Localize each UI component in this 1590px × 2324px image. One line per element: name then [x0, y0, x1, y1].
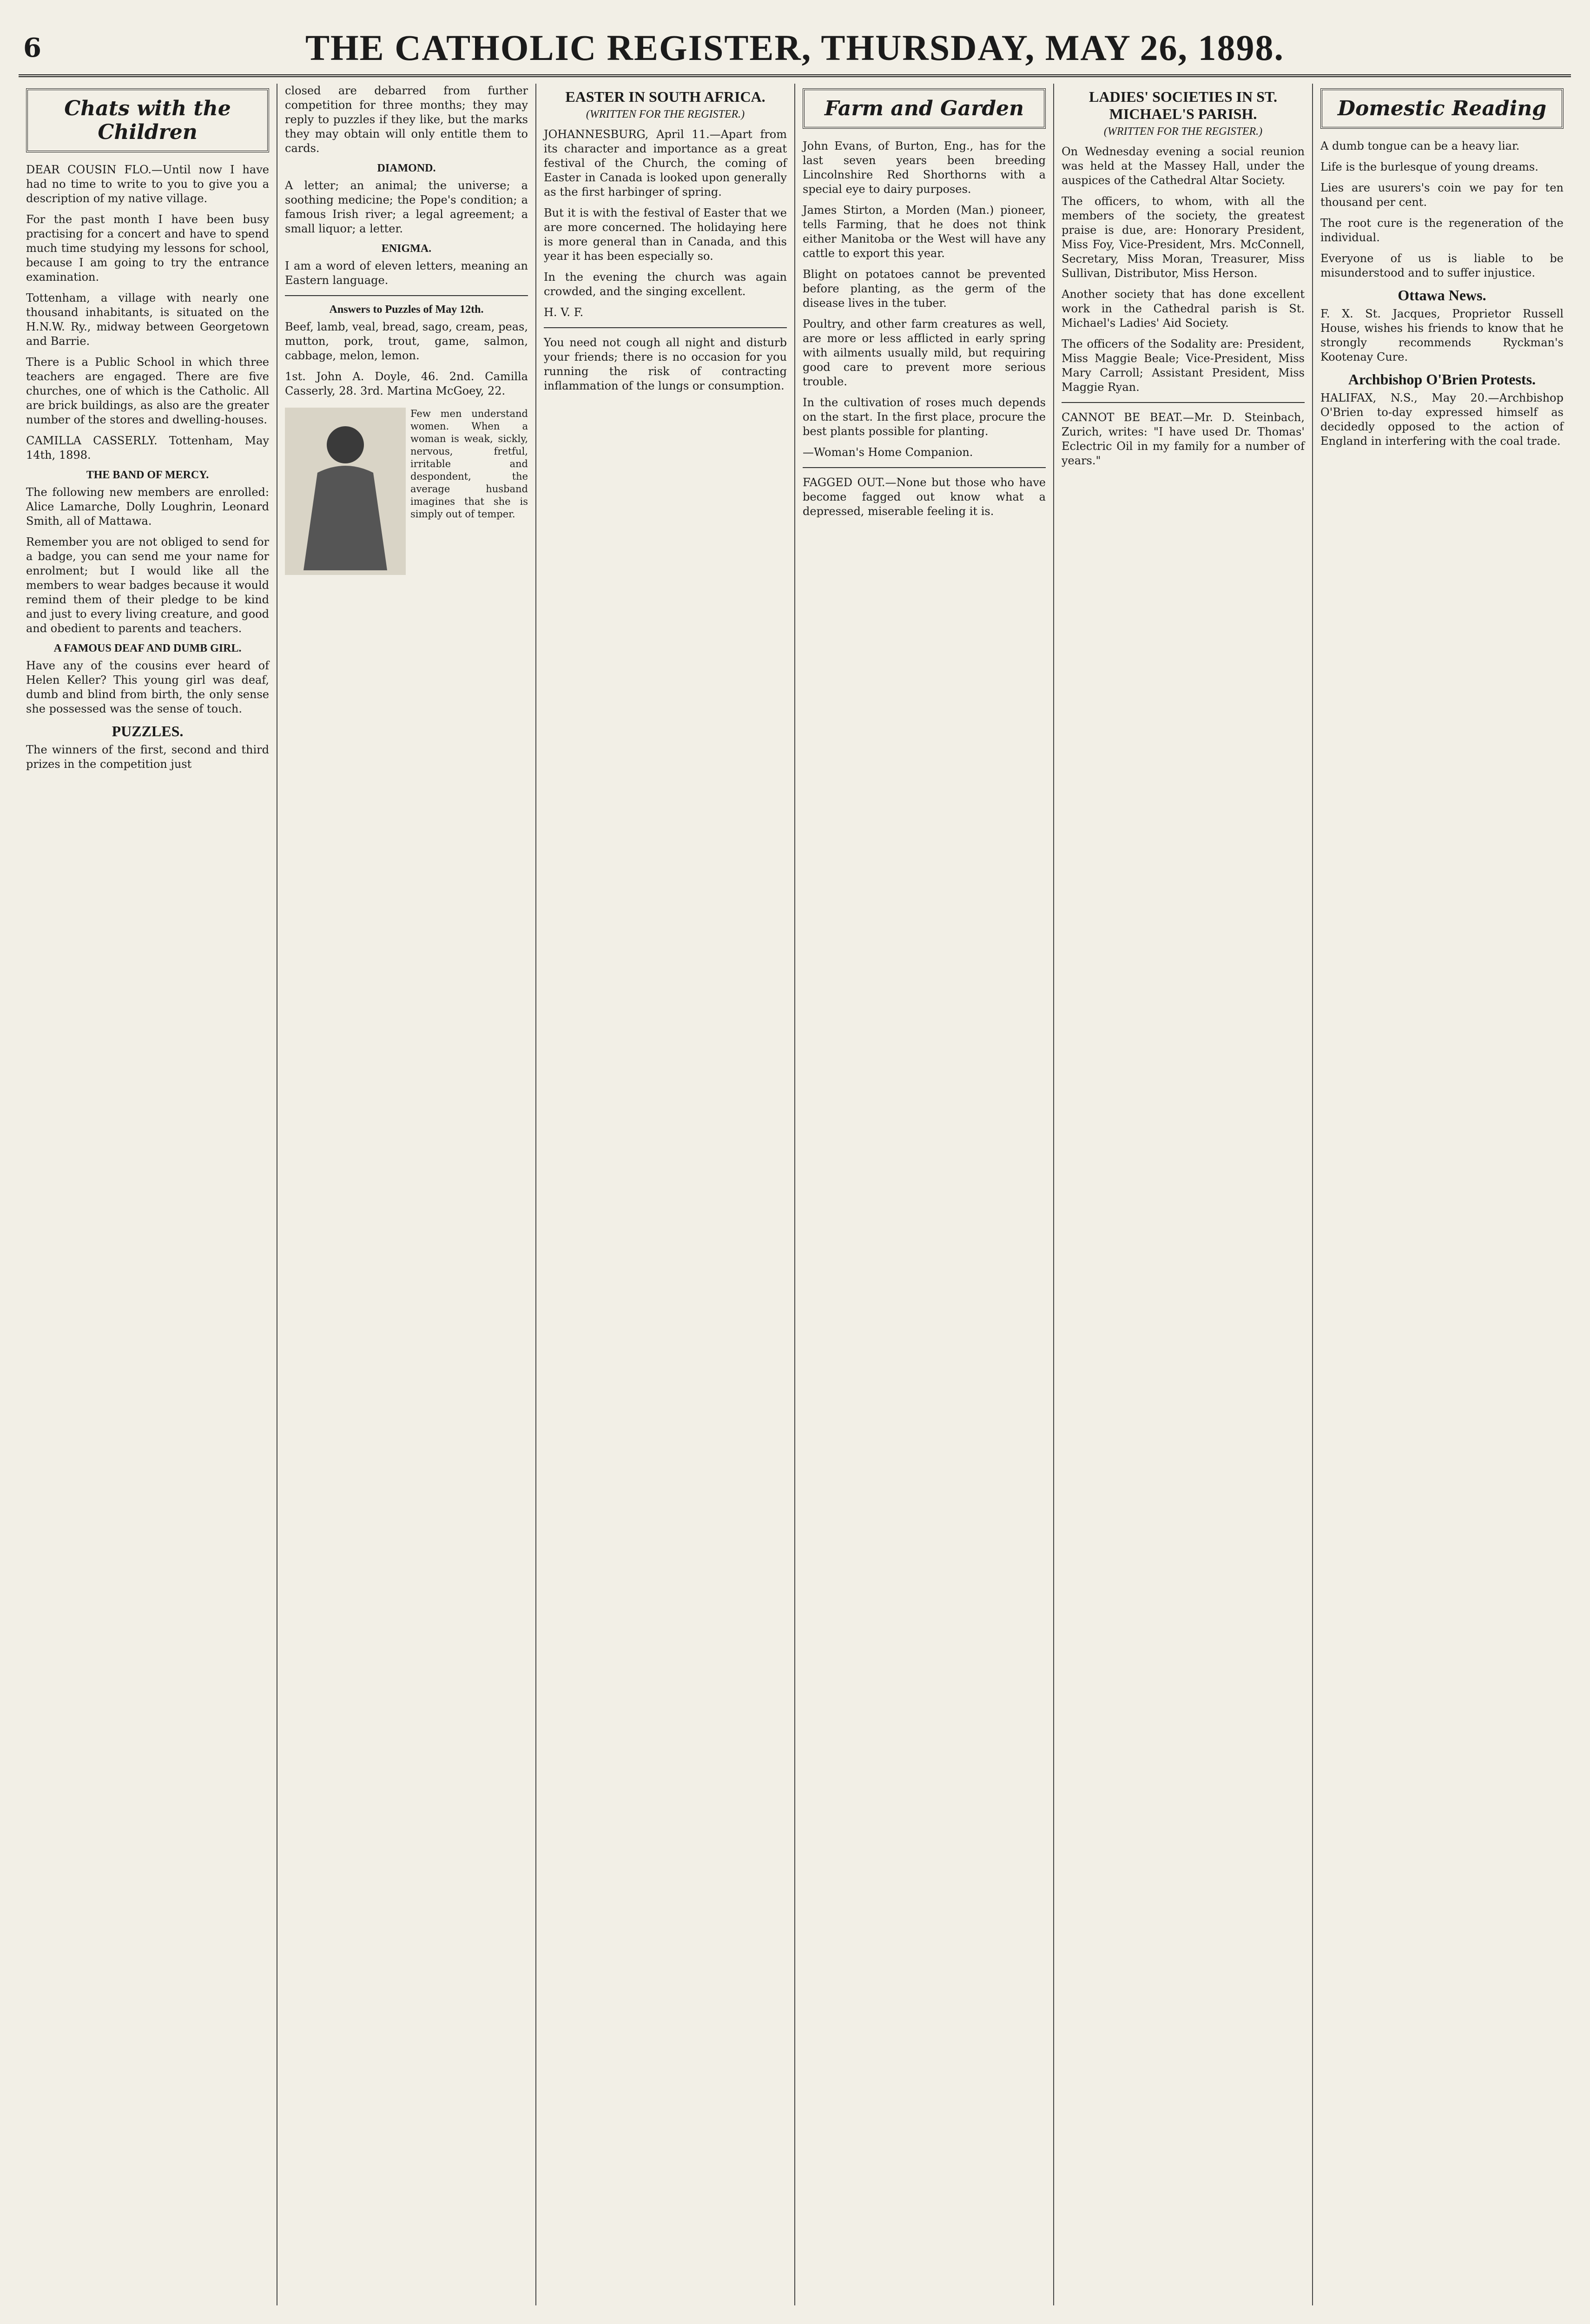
band-paragraph: Remember you are not obliged to send for a badge, you can send me your name for enrolment; but I would like all the members to wear badges because it would remind them of their pledge to be kind and just to every living creature, and good and obedient to parents and teachers. — [26, 535, 269, 635]
cough-ad-paragraph: You need not cough all night and disturb your friends; there is no occasion for you running the risk of contracting inflammation of the lungs or consumption. — [544, 336, 787, 392]
puzzles-paragraph: closed are debarred from further competition for three months; they may reply to puzzles if they like, but the marks they may obtain will only entitle them to cards. — [285, 84, 528, 155]
divider — [803, 467, 1046, 468]
letter-paragraph: There is a Public School in which three teachers are engaged. There are five churches, one of which is the Catholic. All are brick buildings, as also are the greater number of the stores and dwelling-houses. — [26, 356, 269, 426]
farm-paragraph: Poultry, and other farm creatures as well, are more or less afflicted in early spring with ailments usually mild, but requiring good care to prevent more serious trouble. — [803, 317, 1046, 388]
divider — [285, 295, 528, 296]
column-chats — [19, 84, 277, 2305]
ladies-paragraph: The officers of the Sodality are: President, Miss Maggie Beale; Vice-President, Miss Mary Carroll; Assistant President, Miss Maggie Ryan. — [1062, 337, 1305, 394]
band-of-mercy-head: THE BAND OF MERCY. — [86, 469, 209, 481]
domestic-paragraph: Everyone of us is liable to be misunderstood and to suffer injustice. — [1320, 252, 1564, 279]
easter-paragraph: But it is with the festival of Easter that we are more concerned. The holidaying here is more general than in Canada, and this year it has been especially so. — [544, 206, 787, 263]
farm-paragraph: Blight on potatoes cannot be prevented before planting, as the germ of the disease lives in the tuber. — [803, 268, 1046, 310]
easter-paragraph: JOHANNESBURG, April 11.—Apart from its character and importance as a great festival of the Church, the coming of Easter in Canada is looked upon generally as the first harbinger of spring. — [544, 128, 787, 198]
puzzles-paragraph: The winners of the first, second and third prizes in the competition just — [26, 743, 269, 771]
page-number: 6 — [23, 33, 41, 63]
domestic-paragraph: The root cure is the regeneration of the individual. — [1320, 217, 1564, 244]
letter-paragraph: For the past month I have been busy practising for a concert and have to spend much time studying my lessons for school, because I am going to try the entrance examination. — [26, 213, 269, 284]
domestic-paragraph: Lies are usurers's coin we pay for ten thousand per cent. — [1320, 181, 1564, 209]
deaf-girl-head: A FAMOUS DEAF AND DUMB GIRL. — [53, 642, 242, 654]
column-ladies-societies — [1054, 84, 1313, 2305]
winners-paragraph: 1st. John A. Doyle, 46. 2nd. Camilla Casserly, 28. 3rd. Martina McGoey, 22. — [285, 370, 528, 397]
newspaper-title: THE CATHOLIC REGISTER, THURSDAY, MAY 26, 1898. — [305, 27, 1285, 68]
letter-paragraph: DEAR COUSIN FLO.—Until now I have had no time to write to you to give you a description of my native village. — [26, 163, 269, 205]
cannot-be-beat-paragraph: CANNOT BE BEAT.—Mr. D. Steinbach, Zurich, writes: "I have used Dr. Thomas' Eclectric Oil in my family for a number of years." — [1062, 411, 1305, 467]
diamond-paragraph: A letter; an animal; the universe; a soothing medicine; the Pope's condition; a famous Irish river; a legal agreement; a small liquor; a letter. — [285, 179, 528, 235]
domestic-header: Domestic Reading — [1320, 88, 1564, 129]
ottawa-paragraph: F. X. St. Jacques, Proprietor Russell House, wishes his friends to know that he strongly recommends Ryckman's Kootenay Cure. — [1320, 307, 1564, 363]
advertisement — [285, 408, 528, 575]
enigma-head: ENIGMA. — [381, 243, 432, 255]
letter-signature: CAMILLA CASSERLY. Tottenham, May 14th, 1898. — [26, 434, 269, 462]
easter-subhead: (WRITTEN FOR THE REGISTER.) — [586, 108, 745, 120]
advertisement-text: Few men understand women. When a woman is weak, sickly, nervous, fretful, irritable and despondent, the average husband imagines that she is simply out of temper. — [410, 408, 528, 520]
chats-header: Chats with the Children — [26, 88, 269, 152]
letter-paragraph: Tottenham, a village with nearly one thousand inhabitants, is situated on the H.N.W. Ry., midway between Georgetown and Barrie. — [26, 291, 269, 348]
ladies-subhead: (WRITTEN FOR THE REGISTER.) — [1103, 125, 1263, 138]
puzzles-head: PUZZLES. — [112, 723, 184, 739]
ladies-paragraph: On Wednesday evening a social reunion was held at the Massey Hall, under the auspices of the Cathedral Altar Society. — [1062, 145, 1305, 187]
diamond-head: DIAMOND. — [377, 162, 436, 174]
fagged-out-paragraph: FAGGED OUT.—None but those who have become fagged out know what a depressed, miserable feeling it is. — [803, 476, 1046, 518]
divider — [544, 327, 787, 328]
band-paragraph: The following new members are enrolled: Alice Lamarche, Dolly Loughrin, Leonard Smith, all of Mattawa. — [26, 486, 269, 528]
divider — [1062, 402, 1305, 403]
masthead — [19, 19, 1571, 77]
column-farm — [795, 84, 1054, 2305]
column-domestic — [1313, 84, 1571, 2305]
answers-paragraph: Beef, lamb, veal, bread, sago, cream, peas, mutton, pork, trout, game, salmon, cabbage, melon, lemon. — [285, 320, 528, 362]
columns — [19, 84, 1571, 2305]
domestic-paragraph: Life is the burlesque of young dreams. — [1320, 160, 1538, 173]
farm-signature: —Woman's Home Companion. — [803, 446, 973, 459]
ottawa-news-head: Ottawa News. — [1398, 287, 1486, 304]
woman-illustration — [285, 408, 406, 575]
domestic-paragraph: A dumb tongue can be a heavy liar. — [1320, 139, 1520, 152]
archbishop-head: Archbishop O'Brien Protests. — [1348, 371, 1536, 388]
archbishop-paragraph: HALIFAX, N.S., May 20.—Archbishop O'Brien to-day expressed himself as decidedly opposed to the action of England in interfering with the coal trade. — [1320, 391, 1564, 448]
farm-paragraph: In the cultivation of roses much depends on the start. In the first place, procure the best plants possible for planting. — [803, 396, 1046, 438]
farm-paragraph: James Stirton, a Morden (Man.) pioneer, tells Farming, that he does not think either Manitoba or the West will have any cattle to export this year. — [803, 204, 1046, 260]
easter-paragraph: In the evening the church was again crowded, and the singing excellent. — [544, 271, 787, 298]
ladies-paragraph: Another society that has done excellent work in the Cathedral parish is St. Michael's Ladies' Aid Society. — [1062, 288, 1305, 330]
easter-head: EASTER IN SOUTH AFRICA. — [565, 88, 765, 105]
farm-paragraph: John Evans, of Burton, Eng., has for the last seven years been breeding Lincolnshire Red Shorthorns with a special eye to dairy purposes. — [803, 139, 1046, 196]
enigma-paragraph: I am a word of eleven letters, meaning an Eastern language. — [285, 259, 528, 287]
column-easter — [536, 84, 795, 2305]
answers-head: Answers to Puzzles of May 12th. — [329, 304, 484, 316]
deaf-girl-paragraph: Have any of the cousins ever heard of Helen Keller? This young girl was deaf, dumb and blind from birth, the only sense she possessed was the sense of touch. — [26, 659, 269, 715]
ladies-paragraph: The officers, to whom, with all the members of the society, the greatest praise is due, are: Honorary President, Miss Foy, Vice-President, Mrs. McConnell, Secretary, Miss Moran, Treasurer, Miss Sullivan, Distributor, Miss Herson. — [1062, 195, 1305, 280]
column-puzzles — [277, 84, 536, 2305]
ladies-head: LADIES' SOCIETIES IN ST. MICHAEL'S PARISH. — [1089, 88, 1277, 122]
farm-header: Farm and Garden — [803, 88, 1046, 129]
easter-signature: H. V. F. — [544, 306, 584, 319]
